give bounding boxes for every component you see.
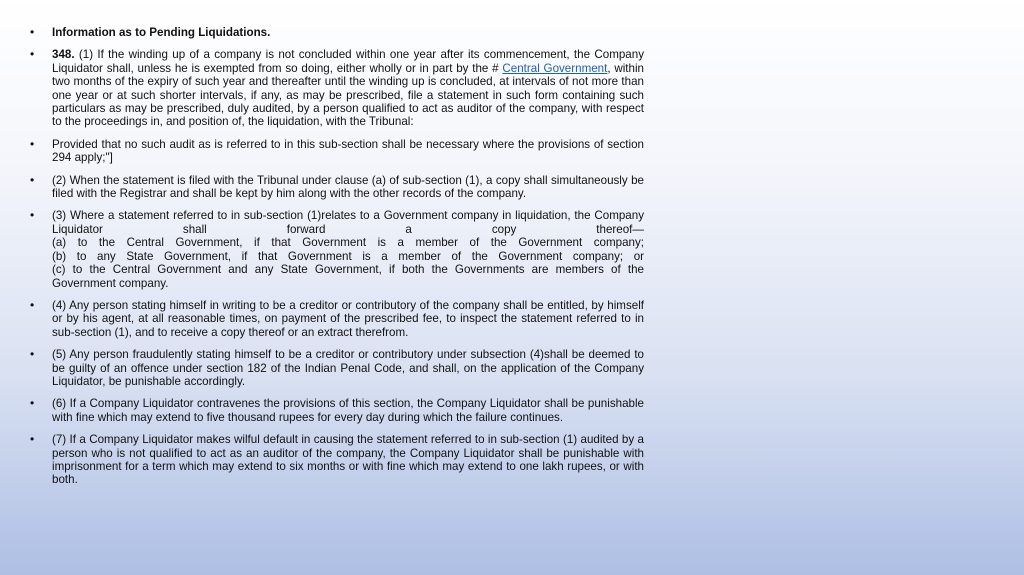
subsection-5-bullet [30, 348, 644, 388]
central-government-link[interactable]: Central Government [502, 61, 608, 75]
subsection-3-intro: • (3) Where a statement referred to in sub-section (1)relates to a Government company in liquidation, the Company Liquidator shall forward a copy thereof— [52, 209, 644, 236]
slide-content [30, 26, 644, 496]
subsection-3-clause-a: (a) to the Central Government, if that Government is a member of the Government company; [52, 236, 644, 250]
subsection-3-clause-c: (c) to the Central Government and any State Government, if both the Governments are members of the Government company. [52, 263, 644, 290]
proviso-text: Provided that no such audit as is referred to in this sub-section shall be necessary where the provisions of section 294 apply;"] [52, 137, 644, 165]
section-348-text-part2: , within two months of the expiry of such year and thereafter until the winding up is concluded, at intervals of not more than one year or at such shorter intervals, if any, as may be prescribed, file a statement in such form containing such particulars as may be prescribed, duly audited, by a person qualified to act as auditor of the company, with respect to the proceedings in, and position of, the liquidation, with the Tribunal: [52, 61, 644, 129]
subsection-3-clause-b: (b) to any State Government, if that Government is a member of the Government company; or [52, 249, 644, 263]
section-348-text-part1: (1) If the winding up of a company is not concluded within one year after its commencement, the Company Liquidator shall, unless he is exempted from so doing, either wholly or in part by the # [52, 48, 644, 75]
subsection-7-text: (7) If a Company Liquidator makes wilful default in causing the statement referred to in sub-section (1) audited by a person who is not qualified to act as an auditor of the company, the Company Liquidator shall be punishable with imprisonment for a term which may extend to six months or with fine which may extend to one lakh rupees, or with both. [52, 433, 644, 487]
subsection-6-text: (6) If a Company Liquidator contravenes the provisions of this section, the Company Liquidator shall be punishable with fine which may extend to five thousand rupees for every day during which the failure continues. [52, 397, 644, 424]
subsection-6-bullet [30, 397, 644, 424]
subsection-2-bullet [30, 174, 644, 201]
subsection-4-bullet [30, 299, 644, 339]
section-heading: Information as to Pending Liquidations. [52, 26, 271, 39]
subsection-4-text: (4) Any person stating himself in writing to be a creditor or contributory of the company shall be entitled, by himself or by his agent, at all reasonable times, on payment of the prescribed fee, to inspect the statement referred to in sub-section (1), and to receive a copy thereof or an extract therefrom. [52, 298, 644, 339]
subsection-7-bullet [30, 433, 644, 487]
subsection-3-bullet [30, 209, 644, 289]
proviso-bullet [30, 138, 644, 165]
bullet-list [30, 26, 644, 487]
section-348-bullet [30, 48, 644, 128]
subsection-2-text: (2) When the statement is filed with the Tribunal under clause (a) of sub-section (1), a copy shall simultaneously be filed with the Registrar and shall be kept by him along with the other records of the company. [52, 173, 644, 201]
subsection-5-text: (5) Any person fraudulently stating himself to be a creditor or contributory under subsection (4)shall be deemed to be guilty of an offence under section 182 of the Indian Penal Code, and shall, on the application of the Company Liquidator, be punishable accordingly. [52, 348, 644, 388]
section-number: 348. [52, 48, 75, 62]
heading-bullet [30, 26, 644, 39]
